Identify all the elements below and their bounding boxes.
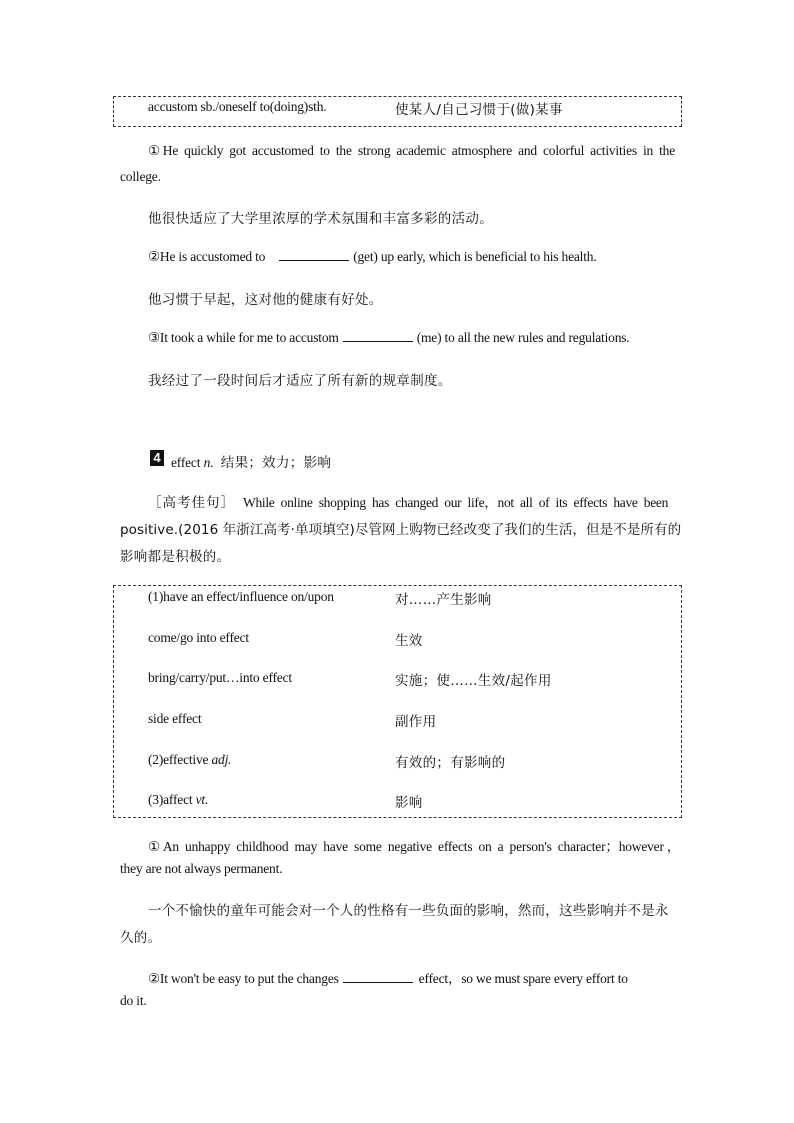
section-number-badge: 4	[150, 450, 164, 466]
box2-row6-en	[148, 792, 208, 808]
example-2	[148, 248, 597, 265]
box2-row6-cn: 影响	[395, 795, 423, 811]
example-2-pre: ②He is accustomed to	[148, 249, 266, 264]
section-meaning: 结果；效力；影响	[220, 455, 332, 471]
example-2-translation: 他习惯于早起，这对他的健康有好处。	[148, 292, 383, 308]
gaokao-line2: positive.(2016 年浙江高考·单项填空)尽管网上购物已经改变了我们的生活，但是不是所有的	[120, 522, 682, 538]
gaokao-line1	[148, 491, 673, 511]
box2-row4-en: side effect	[148, 711, 202, 726]
effect-example-2	[148, 967, 628, 987]
box2-row3-en: bring/carry/put…into effect	[148, 670, 292, 685]
example-3	[148, 329, 629, 346]
effect-example-1-cn-line1: 一个不愉快的童年可能会对一个人的性格有一些负面的影响，然而，这些影响并不是永	[148, 903, 669, 919]
box2-row2-cn: 生效	[395, 633, 423, 649]
example-1-line1: ①He quickly got accustomed to the strong academic atmosphere and colorful activities in the	[148, 143, 675, 158]
effect-example-2-post: effect，so we must spare every effort to	[418, 971, 628, 986]
phrase-en: accustom sb./oneself to(doing)sth.	[148, 99, 327, 114]
gaokao-line3: 影响都是积极的。	[120, 549, 231, 565]
example-3-post: (me) to all the new rules and regulations.	[416, 330, 630, 345]
box2-row1-en: (1)have an effect/influence on/upon	[148, 589, 334, 604]
box2-row5-pos: adj.	[211, 752, 232, 767]
effect-example-1-cn-line2: 久的。	[120, 930, 162, 946]
box2-row6-word: (3)affect	[148, 792, 193, 807]
box2-row2-en: come/go into effect	[148, 630, 249, 645]
gaokao-tag: ［高考佳句］	[148, 495, 235, 511]
blank-field[interactable]	[343, 329, 413, 342]
box2-row1-cn: 对……产生影响	[395, 592, 492, 608]
example-1-translation: 他很快适应了大学里浓厚的学术氛围和丰富多彩的活动。	[148, 211, 493, 227]
box2-row5-cn: 有效的；有影响的	[395, 755, 506, 771]
section-word: effect	[171, 455, 201, 470]
gaokao-en: While online shopping has changed our life，not all of its effects have been	[243, 495, 669, 510]
effect-example-2-pre: ②It won't be easy to put the changes	[148, 971, 339, 986]
section-heading	[171, 451, 331, 471]
box2-row3-cn: 实施；使……生效/起作用	[395, 673, 552, 689]
example-2-post: (get) up early, which is beneficial to his health.	[353, 249, 597, 264]
example-1-line2: college.	[120, 169, 161, 184]
box2-row5-word: (2)effective	[148, 752, 209, 767]
example-3-translation: 我经过了一段时间后才适应了所有新的规章制度。	[148, 373, 452, 389]
effect-example-1-line2: they are not always permanent.	[120, 861, 283, 876]
phrase-cn: 使某人/自己习惯于(做)某事	[395, 102, 563, 118]
effect-example-2-line2: do it.	[120, 993, 147, 1008]
effect-example-1-line1: ①An unhappy childhood may have some negative effects on a person's character；however，	[148, 839, 680, 854]
blank-field[interactable]	[279, 248, 349, 261]
phrase-box-effect	[113, 585, 682, 818]
example-3-pre: ③It took a while for me to accustom	[148, 330, 339, 345]
box2-row5-en	[148, 752, 231, 768]
blank-field[interactable]	[343, 970, 413, 983]
section-pos: n.	[203, 455, 214, 470]
box2-row4-cn: 副作用	[395, 714, 437, 730]
box2-row6-pos: vt.	[195, 792, 209, 807]
